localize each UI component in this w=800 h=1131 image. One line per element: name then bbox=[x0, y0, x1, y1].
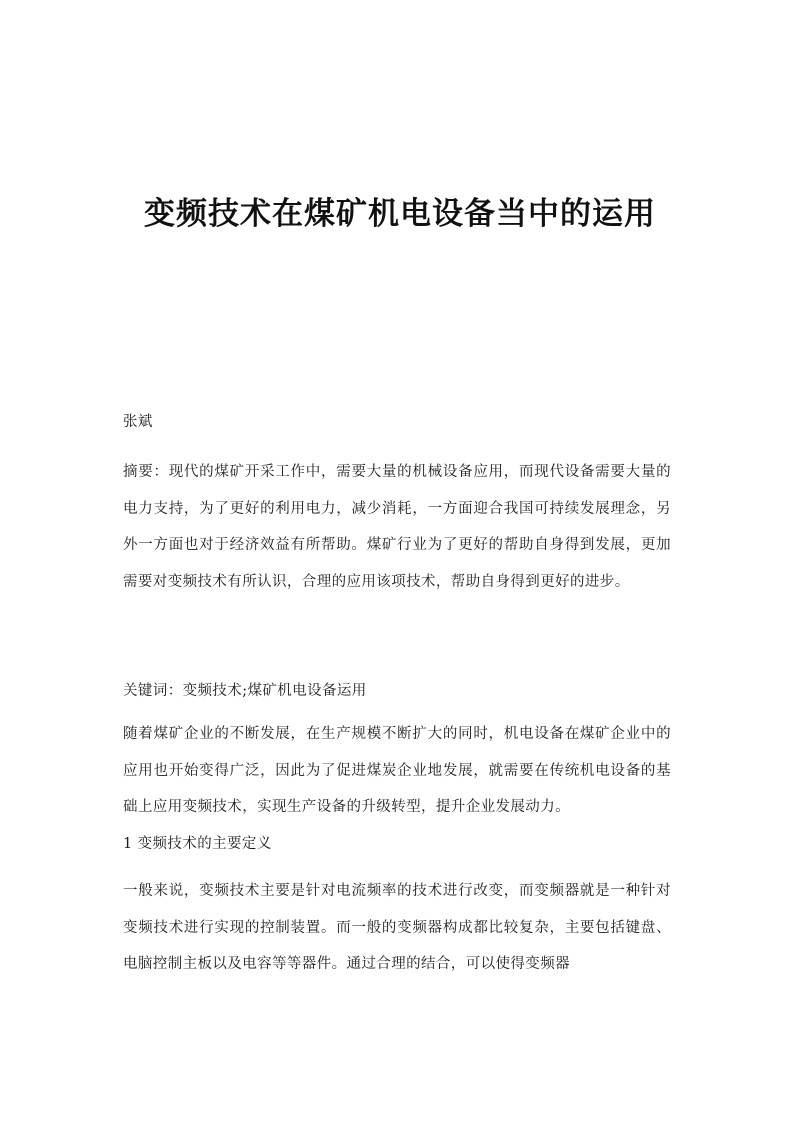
section-paragraph: 一般来说，变频技术主要是针对电流频率的技术进行改变，而变频器就是一种针对变频技术进行实现的控制装置。而一般的变频器构成都比较复杂，主要包括键盘、电脑控制主板以及电容等等器件。通过合理的结合，可以使得变频器 bbox=[123, 883, 671, 972]
abstract-paragraph: 摘要：现代的煤矿开采工作中，需要大量的机械设备应用，而现代设备需要大量的电力支持，为了更好的利用电力，减少消耗，一方面迎合我国可持续发展理念，另外一方面也对于经济效益有所帮助。煤矿行业为了更好的帮助自身得到发展，更加需要对变频技术有所认识，合理的应用该项技术，帮助自身得到更好的进步。 bbox=[123, 464, 671, 590]
intro-paragraph: 随着煤矿企业的不断发展，在生产规模不断扩大的同时，机电设备在煤矿企业中的应用也开始变得广泛，因此为了促进煤炭企业地发展，就需要在传统机电设备的基础上应用变频技术，实现生产设备的升级转型，提升企业发展动力。 bbox=[123, 726, 671, 815]
keywords-line: 关键词：变频技术;煤矿机电设备运用 bbox=[123, 683, 367, 699]
author-name: 张斌 bbox=[123, 414, 153, 430]
section-heading: 1 变频技术的主要定义 bbox=[123, 836, 272, 852]
document-title: 变频技术在煤矿机电设备当中的运用 bbox=[144, 196, 656, 232]
